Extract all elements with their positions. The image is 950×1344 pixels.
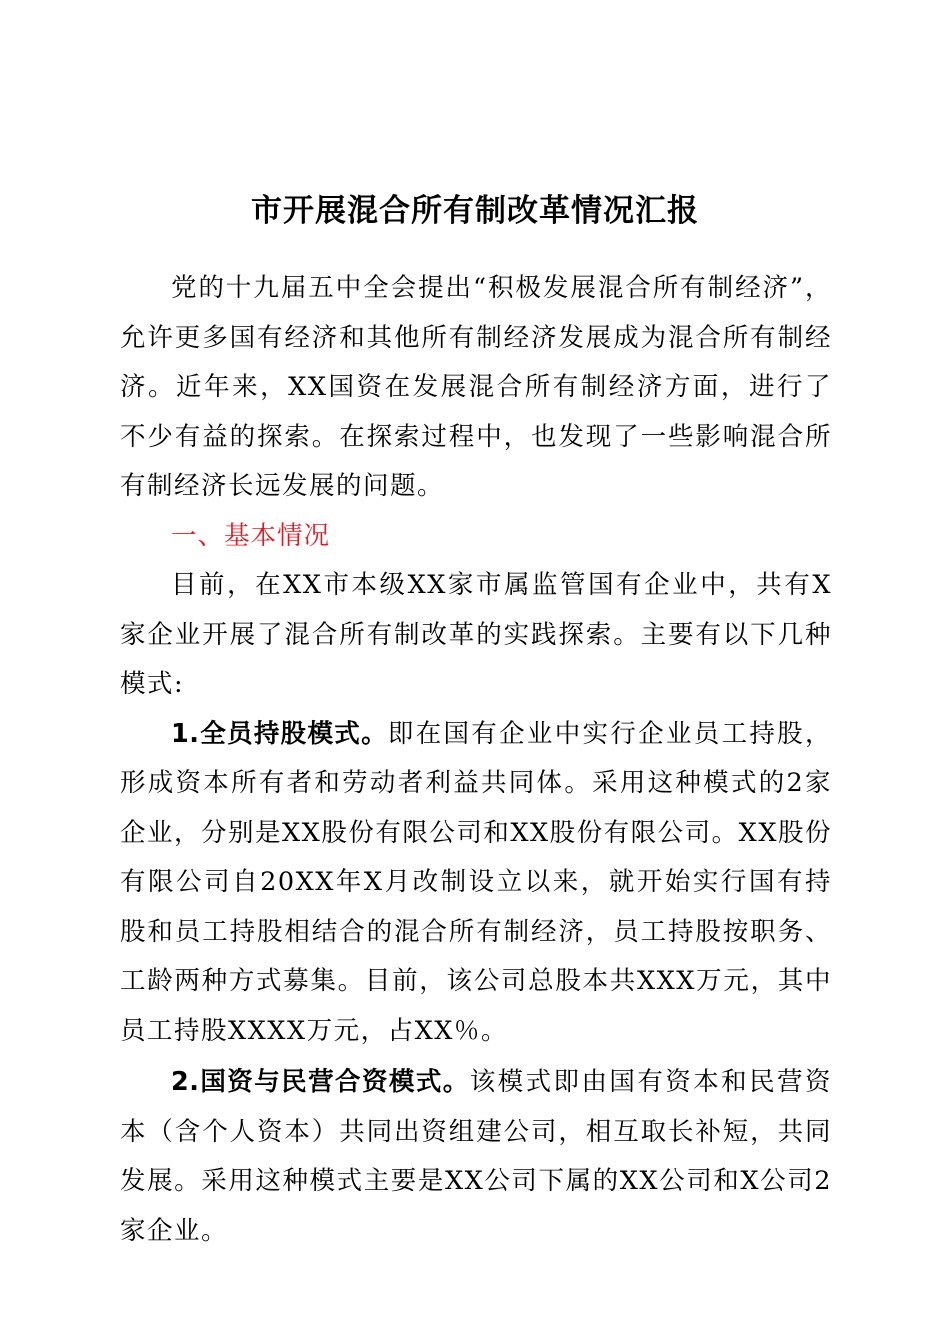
mode1-paragraph <box>120 710 832 1057</box>
mode2-text: 该模式即由国有资本和民营资本（含个人资本）共同出资组建公司，相互取长补短，共同发展。采用这种模式主要是XX公司下属的XX公司和X公司2家企业。 <box>120 1067 832 1246</box>
mode2-paragraph <box>120 1058 832 1256</box>
mode1-text: 即在国有企业中实行企业员工持股，形成资本所有者和劳动者利益共同体。采用这种模式的2家企业，分别是XX股份有限公司和XX股份有限公司。XX股份有限公司自20XX年X月改制设立以来，就开始实行国有持股和员工持股相结合的混合所有制经济，员工持股按职务、工龄两种方式募集。目前，该公司总股本共XXX万元，其中员工持股XXXX万元，占XX％。 <box>120 718 832 1046</box>
intro-paragraph: 党的十九届五中全会提出“积极发展混合所有制经济”，允许更多国有经济和其他所有制经济发展成为混合所有制经济。近年来，XX国资在发展混合所有制经济方面，进行了不少有益的探索。在探索过程中，也发现了一些影响混合所有制经济长远发展的问题。 <box>120 273 832 501</box>
section-paragraph: 目前，在XX市本级XX家市属监管国有企业中，共有X家企业开展了混合所有制改革的实践探索。主要有以下几种模式: <box>120 570 832 699</box>
mode2-lead: 2.国资与民营合资模式。 <box>171 1067 470 1097</box>
section-heading: 一、基本情况 <box>171 520 331 551</box>
document-title: 市开展混合所有制改革情况汇报 <box>251 193 699 229</box>
document-body <box>120 264 832 1256</box>
mode1-lead: 1.全员持股模式。 <box>171 718 388 749</box>
